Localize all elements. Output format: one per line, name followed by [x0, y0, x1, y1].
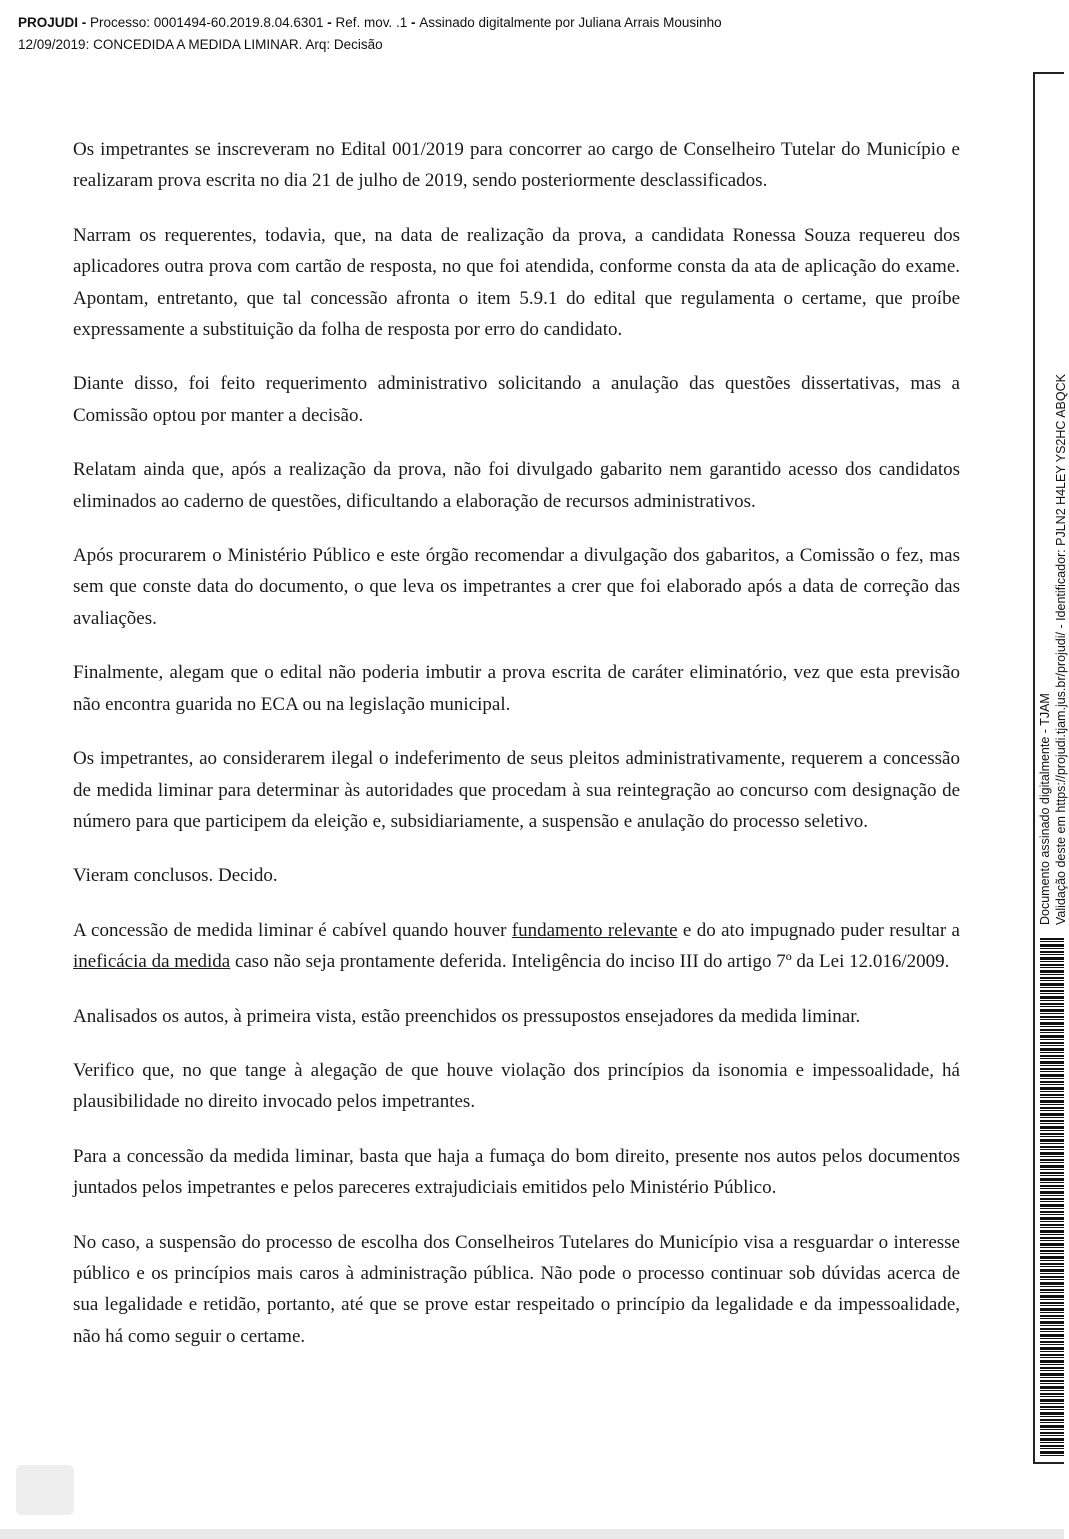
signed-text: Assinado digitalmente por Juliana Arrais Mousinho	[419, 15, 722, 30]
ref-number: .1	[392, 15, 408, 30]
header-date: 12/09/2019	[18, 37, 86, 52]
paragraph: Os impetrantes se inscreveram no Edital 001/2019 para concorrer ao cargo de Conselheiro Tutelar do Município e realizaram prova escrita no dia 21 de julho de 2019, sendo posteriormente desclassificados.	[73, 139, 960, 192]
paragraph: Verifico que, no que tange à alegação de que houve violação dos princípios da isonomia e impessoalidade, há plausibilidade no direito invocado pelos impetrantes.	[73, 1059, 960, 1113]
paragraph: Diante disso, foi feito requerimento administrativo solicitando a anulação das questões dissertativas, mas a Comissão optou por manter a decisão.	[73, 373, 960, 426]
paragraph: Narram os requerentes, todavia, que, na data de realização da prova, a candidata Ronessa Souza requereu dos aplicadores outra prova com cartão de resposta, no que foi atendida, conforme consta da ata de aplicação do exame. Apontam, entretanto, que tal concessão afronta o item 5.9.1 do edital que regulamenta o certame, que proíbe expressamente a substituição da folha de resposta por erro do candidato.	[73, 224, 960, 341]
system-name: PROJUDI	[18, 15, 79, 30]
viewer-bottom-bar	[0, 1529, 1064, 1539]
ref-label: Ref. mov.	[335, 15, 393, 30]
paragraph: Vieram conclusos. Decido.	[73, 865, 278, 887]
paragraph: Relatam ainda que, após a realização da prova, não foi divulgado gabarito nem garantido acesso dos candidatos eliminados ao caderno de questões, dificultando a elaboração de recursos administrativos.	[73, 459, 960, 512]
header-line-1: PROJUDI - Processo: 0001494-60.2019.8.04.6301 - Ref. mov. .1 - Assinado digitalmente por Juliana Arrais Mousinho	[18, 15, 722, 30]
paragraph: Após procurarem o Ministério Público e este órgão recomendar a divulgação dos gabaritos, a Comissão o fez, mas sem que conste data do documento, o que leva os impetrantes a crer que foi elaborado após a data de correção das avaliações.	[73, 545, 960, 629]
processo-number: 0001494-60.2019.8.04.6301	[150, 15, 324, 30]
paragraph: Os impetrantes, ao considerarem ilegal o indeferimento de seus pleitos administrativamente, requerem a concessão de medida liminar para determinar às autoridades que procedam à sua reintegração ao concurso com designação de número para que participem da eleição e, subsidiariamente, a suspensão e anulação do processo seletivo.	[73, 748, 960, 832]
document-header	[18, 12, 722, 56]
paragraph: Analisados os autos, à primeira vista, estão preenchidos os pressupostos ensejadores da medida liminar.	[73, 1005, 861, 1027]
document-body	[73, 134, 960, 1347]
paragraph-liminar: A concessão de medida liminar é cabível quando houver fundamento relevante e do ato impugnado puder resultar a ineficácia da medida caso não seja prontamente deferida. Inteligência do inciso III do artigo 7º da Lei 12.016/2009.	[73, 919, 960, 973]
paragraph: Finalmente, alegam que o edital não poderia imbutir a prova escrita de caráter eliminatório, vez que esta previsão não encontra guarida no ECA ou na legislação municipal.	[73, 662, 960, 715]
underlined-term: ineficácia da medida	[73, 951, 231, 973]
barcode	[1040, 938, 1064, 1458]
header-line-2	[18, 34, 722, 56]
paragraph-cut: No caso, a suspensão do processo de escolha dos Conselheiros Tutelares do Município visa a resguardar o interesse público e os princípios mais caros à administração pública. Não pode o processo continuar sob dúvidas acerca de sua legalidade e retidão, portanto, até que se prove estar respeitado o princípio da legalidade e da impessoalidade, não há como seguir o certame.	[73, 1231, 960, 1347]
validation-line: Validação deste em https://projudi.tjam.jus.br/projudi/ - Identificador: PJLN2 H4LEY YS2HC ABQCK	[1054, 374, 1068, 925]
paragraph: Para a concessão da medida liminar, basta que haja a fumaça do bom direito, presente nos autos pelos documentos juntados pelos impetrantes e pelos pareceres extrajudiciais emitidos pelo Ministério Público.	[73, 1145, 960, 1199]
signature-line: Documento assinado digitalmente - TJAM	[1038, 693, 1052, 925]
processo-label: Processo:	[90, 15, 151, 30]
signature-text-area	[1037, 80, 1068, 925]
underlined-term: fundamento relevante	[511, 919, 678, 941]
header-event: : CONCEDIDA A MEDIDA LIMINAR. Arq: Decisão	[85, 37, 383, 52]
viewer-corner-button[interactable]	[16, 1465, 74, 1515]
